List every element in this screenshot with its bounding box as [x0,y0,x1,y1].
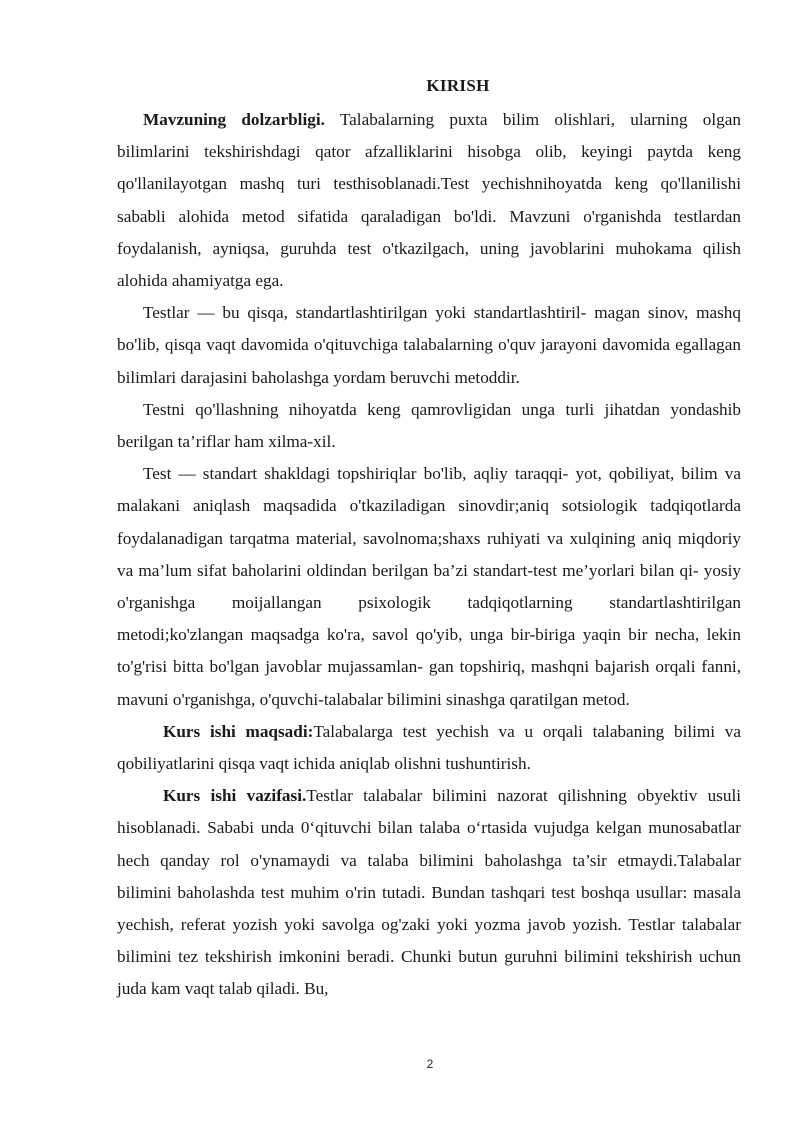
body-text [117,104,741,1006]
paragraph-text: Test — standart shakldagi topshiriqlar bo'lib, aqliy taraqqi- yot, qobiliyat, bilim va malakani aniqlash maqsadida o'tkaziladigan sinovdir;aniq sotsiologik tadqiqotlarda foydalanadigan tarqatma material, savolnoma;shaxs ruhiyati va xulqining aniq miqdoriy va ma’lum sifat baholarini oldindan berilgan ba’zi standart-test me’yorlari bilan qi- yosiy o'rganishga moijallangan psixologik tadqiqotlarning standartlashtirilgan metodi;ko'zlangan maqsadga ko'ra, savol qo'yib, unga bir-biriga yaqin bir necha, lekin to'g'risi bitta bo'lgan javoblar mujassamlan- gan topshiriq, mashqni bajarish orqali fanni, mavuni o'rganishga, o'quvchi-talabalar bilimini sinashga qaratilgan metod. [117,464,741,709]
paragraph-relevance [117,104,741,297]
section-heading: KIRISH [426,76,490,95]
paragraph-tasks [117,780,741,1005]
paragraph-text: Testlar — bu qisqa, standartlashtirilgan yoki standartlashtiril- magan sinov, mashq bo'lib, qisqa vaqt davomida o'qituvchiga talabalarning o'quv jarayoni davomida egallagan bilimlari darajasini baholashga yordam beruvchi metoddir. [117,303,741,387]
paragraph-lead: Mavzuning dolzarbligi. [143,110,325,129]
paragraph-text: Testlar talabalar bilimini nazorat qilishning obyektiv usuli hisoblanadi. Sababi unda 0‘qituvchi bilan talaba o‘rtasida vujudga kelgan munosabatlar hech qanday rol o'ynamaydi va talaba bilimini baholashga ta’sir etmaydi.Talabalar bilimini baholashda test muhim o'rin tutadi. Bundan tashqari test boshqa usullar: masala yechish, referat yozish yoki savolga og'zaki yoki yozma javob yozish. Testlar talabalar bilimini tez tekshirish imkonini beradi. Chunki butun guruhni bilimini tekshirish uchun juda kam vaqt talab qiladi. Bu, [117,786,741,999]
paragraph-text: Talabalarga test yechish va u orqali talabaning bilimi va qobiliyatlarini qisqa vaqt ichida aniqlab olishni tushuntirish. [117,721,741,774]
paragraph-text: Testni qo'llashning nihoyatda keng qamrovligidan unga turli jihatdan yondashib berilgan ta’riflar ham xilma-xil. [117,399,741,452]
paragraph-lead: Kurs ishi maqsadi: [163,721,314,741]
paragraph-lead: Kurs ishi vazifasi. [163,786,307,806]
paragraph-tests-definition [117,297,741,394]
page-number: 2 [426,1057,434,1071]
paragraph-tests-scope [117,394,741,458]
paragraph-test-standard [117,458,741,716]
paragraph-text: Talabalarning puxta bilim olishlari, ularning olgan bilimlarini tekshirishdagi qator afzalliklarini hisobga olib, keyingi paytda keng qo'llanilayotgan mashq turi testhisoblanadi.Test yechishnihoyatda keng qo'llanilishi sababli alohida metod sifatida qaraladigan bo'ldi. Mavzuni o'rganishda testlardan foydalanish, ayniqsa, guruhda test o'tkazilgach, uning javoblarini muhokama qilish alohida ahamiyatga ega. [117,110,741,291]
paragraph-goal [117,716,741,780]
